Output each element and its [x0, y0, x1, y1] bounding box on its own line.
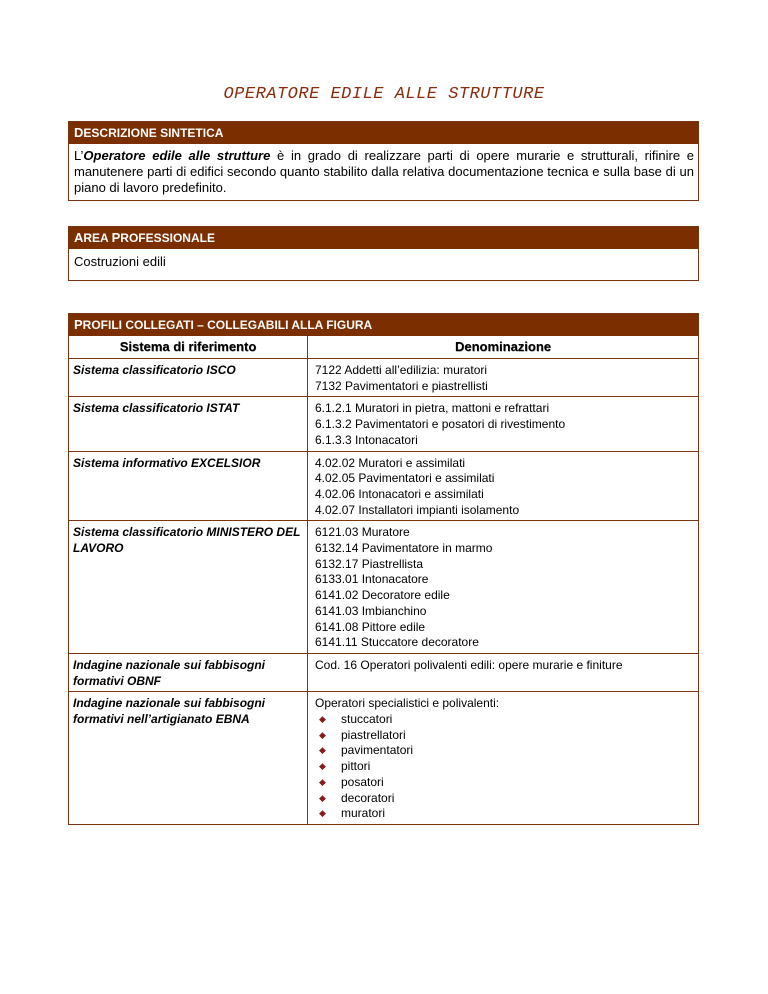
- row-label: Indagine nazionale sui fabbisogni formativi nell’artigianato EBNA: [69, 692, 308, 824]
- ebna-intro: Operatori specialistici e polivalenti:: [315, 696, 500, 711]
- bullet-item: ◆ stuccatori: [319, 712, 694, 728]
- ebna-bullet-list: [315, 712, 694, 822]
- row-value-line: 6141.08 Pittore edile: [315, 619, 426, 634]
- profili-section: [68, 313, 699, 825]
- bullet-item: ◆ posatori: [319, 775, 694, 791]
- row-value-line: 6.1.3.3 Intonacatori: [315, 432, 418, 447]
- row-label: Indagine nazionale sui fabbisogni formativi OBNF: [69, 653, 308, 691]
- row-value-line: 6121.03 Muratore: [315, 525, 410, 540]
- descrizione-header: DESCRIZIONE SINTETICA: [69, 122, 698, 144]
- col-sistema-header: Sistema di riferimento: [69, 336, 308, 359]
- row-value: [308, 692, 699, 824]
- area-text: Costruzioni edili: [74, 254, 166, 269]
- table-row: [69, 653, 698, 691]
- area-section: [68, 226, 699, 281]
- area-header: AREA PROFESSIONALE: [69, 227, 698, 249]
- bullet-item: ◆ decoratori: [319, 791, 694, 807]
- descrizione-section: [68, 121, 699, 201]
- row-value-line: 7122 Addetti all’edilizia: muratori: [315, 363, 488, 377]
- row-value: [308, 451, 699, 521]
- row-value-line: 4.02.02 Muratori e assimilati: [315, 455, 466, 470]
- table-row: [69, 692, 698, 824]
- row-value-line: 6133.01 Intonacatore: [315, 572, 429, 587]
- row-value-line: 6141.02 Decoratore edile: [315, 588, 450, 603]
- bullet-item: ◆ muratori: [319, 806, 694, 822]
- row-label: Sistema classificatorio ISCO: [69, 359, 308, 397]
- bullet-item: ◆ pavimentatori: [319, 743, 694, 759]
- row-value-line: 6.1.3.2 Pavimentatori e posatori di rivestimento: [315, 417, 566, 432]
- row-value-line: 4.02.05 Pavimentatori e assimilati: [315, 471, 495, 486]
- page-title: OPERATORE EDILE ALLE STRUTTURE: [223, 85, 545, 104]
- row-value-line: 7132 Pavimentatori e piastrellisti: [315, 378, 488, 393]
- row-value: [308, 397, 699, 451]
- row-value-line: 6141.03 Imbianchino: [315, 603, 427, 618]
- descrizione-text: L’Operatore edile alle strutture è in grado di realizzare parti di opere murarie e strutturali, rifinire e manutenere parti di edifici secondo quanto stabilito dalla relativa documentazione tecnica e sulla base di un piano di lavoro predefinito.: [74, 148, 694, 195]
- table-row: [69, 359, 698, 397]
- row-value-line: 4.02.06 Intonacatori e assimilati: [315, 486, 484, 501]
- row-value-line: 6132.14 Pavimentatore in marmo: [315, 541, 493, 556]
- bullet-item: ◆ pittori: [319, 759, 694, 775]
- row-value-line: 4.02.07 Installatori impianti isolamento: [315, 502, 520, 517]
- table-row: [69, 521, 698, 654]
- row-value-line: 6.1.2.1 Muratori in pietra, mattoni e refrattari: [315, 401, 550, 416]
- row-value-line: 6132.17 Piastrellista: [315, 556, 424, 571]
- row-value-line: Cod. 16 Operatori polivalenti edili: opere murarie e finiture: [315, 657, 623, 672]
- row-label: Sistema classificatorio MINISTERO DEL LAVORO: [69, 521, 308, 654]
- table-row: [69, 451, 698, 521]
- col-denominazione-header: Denominazione: [308, 336, 699, 359]
- row-value: [308, 359, 699, 397]
- row-value: [308, 653, 699, 691]
- bullet-item: ◆ piastrellatori: [319, 728, 694, 744]
- table-row: [69, 397, 698, 451]
- profili-header: PROFILI COLLEGATI – COLLEGABILI ALLA FIGURA: [69, 314, 698, 336]
- row-label: Sistema classificatorio ISTAT: [69, 397, 308, 451]
- row-value: [308, 521, 699, 654]
- profili-table: [69, 336, 698, 824]
- row-value-line: 6141.11 Stuccatore decoratore: [315, 635, 479, 650]
- row-label: Sistema informativo EXCELSIOR: [69, 451, 308, 521]
